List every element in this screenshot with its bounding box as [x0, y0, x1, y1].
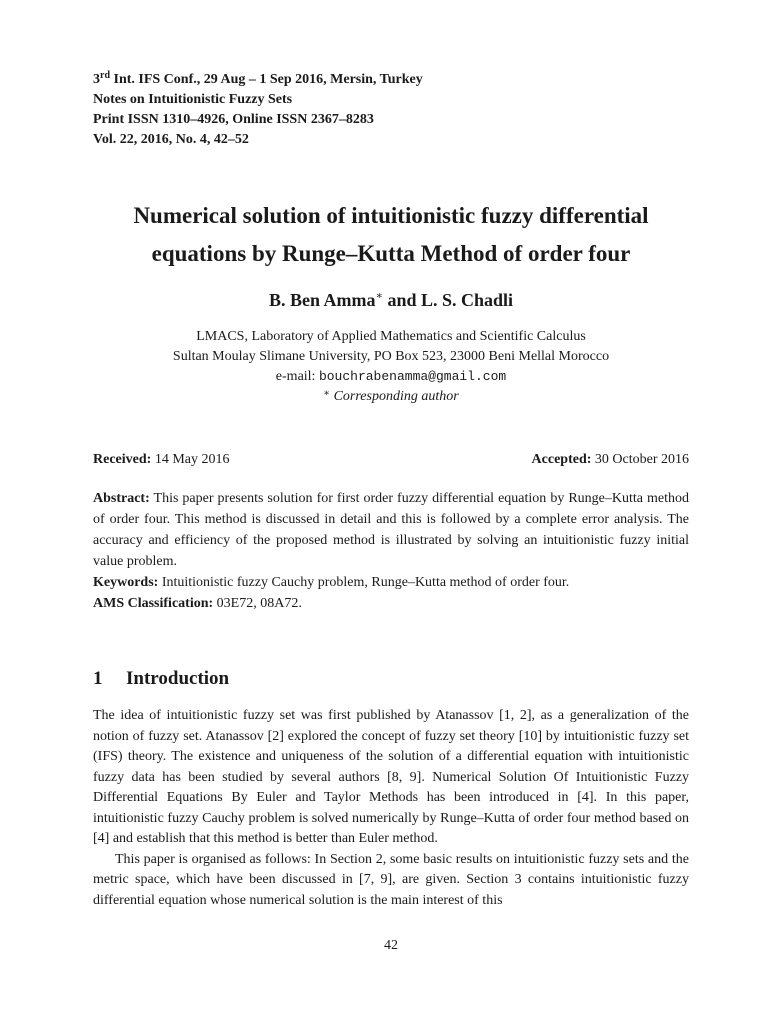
- affiliation-block: [93, 327, 689, 407]
- journal-name: Notes on Intuitionistic Fuzzy Sets: [93, 92, 293, 107]
- email-address: bouchrabenamma@gmail.com: [318, 369, 507, 384]
- journal-header: [93, 70, 423, 150]
- title-line-1: Numerical solution of intuitionistic fuzzy differential: [133, 203, 649, 228]
- section-title-text: Introduction: [126, 668, 230, 689]
- received-date: Received: 14 May 2016: [93, 452, 230, 467]
- accepted-label: Accepted:: [531, 452, 592, 467]
- volume-line: Vol. 22, 2016, No. 4, 42–52: [93, 132, 249, 147]
- title-line-2: equations by Runge–Kutta Method of order four: [151, 241, 631, 266]
- received-label: Received:: [93, 452, 152, 467]
- abstract-block: [93, 488, 689, 614]
- author-1: B. Ben Amma: [268, 290, 376, 310]
- ams-label: AMS Classification:: [93, 596, 214, 611]
- affiliation-line-1: LMACS, Laboratory of Applied Mathematics and Scientific Calculus: [196, 329, 586, 344]
- ordinal-suffix: rd: [100, 70, 110, 81]
- author-list: [93, 287, 689, 313]
- corresponding-note: ∗ Corresponding author: [323, 388, 459, 404]
- abstract-text: This paper presents solution for first order fuzzy differential equation by Runge–Kutta method of order four. This method is discussed in detail and this is followed by a complete error analysis. The accuracy and efficiency of the proposed method is illustrated by solving an intuitionistic fuzzy initial value problem.: [93, 491, 689, 569]
- paper-title: [93, 197, 689, 273]
- abstract-label: Abstract:: [93, 491, 150, 506]
- abstract-paragraph: [93, 488, 689, 572]
- email-label: e-mail:: [275, 369, 319, 384]
- conference-line: 3rd Int. IFS Conf., 29 Aug – 1 Sep 2016, Mersin, Turkey: [93, 70, 423, 87]
- issn-line: Print ISSN 1310–4926, Online ISSN 2367–8283: [93, 112, 374, 127]
- introduction-body: [93, 706, 689, 911]
- intro-paragraph-2: This paper is organised as follows: In Section 2, some basic results on intuitionistic fuzzy sets and the metric space, which have been discussed in [7, 9], are given. Section 3 contains intuitionistic fuzzy differential equation whose numerical solution is the main interest of this: [93, 851, 689, 908]
- corresponding-note-mark: ∗: [323, 388, 331, 399]
- section-heading: [93, 666, 229, 692]
- dates-line: [93, 450, 689, 470]
- accepted-date: Accepted: 30 October 2016: [531, 452, 689, 467]
- affiliation-line-2: Sultan Moulay Slimane University, PO Box 523, 23000 Beni Mellal Morocco: [172, 349, 610, 364]
- intro-paragraph-1: The idea of intuitionistic fuzzy set was first published by Atanassov [1, 2], as a generalization of the notion of fuzzy set. Atanassov [2] explored the concept of fuzzy set theory [10] by intuitionistic fuzzy set (IFS) theory. The existence and uniqueness of the solution of a differential equation with intuitionistic fuzzy data has been studied by several authors [8, 9]. Numerical Solution Of Intuitionistic Fuzzy Differential Equations By Euler and Taylor Methods has been introduced in [4]. In this paper, intuitionistic fuzzy Cauchy problem is solved numerically by Runge–Kutta of order four method based on [4] and establish that this method is better than Euler method.: [93, 708, 689, 846]
- keywords-label: Keywords:: [93, 575, 159, 590]
- page-number: 42: [384, 938, 398, 953]
- section-number: 1: [93, 668, 103, 689]
- author-2: L. S. Chadli: [420, 290, 514, 310]
- keywords-line: Keywords: Intuitionistic fuzzy Cauchy problem, Runge–Kutta method of order four.: [93, 575, 570, 590]
- author-conjunction: and: [382, 290, 421, 310]
- email-line: [93, 367, 689, 387]
- corresponding-mark: ∗: [375, 290, 383, 302]
- ams-line: AMS Classification: 03E72, 08A72.: [93, 596, 302, 611]
